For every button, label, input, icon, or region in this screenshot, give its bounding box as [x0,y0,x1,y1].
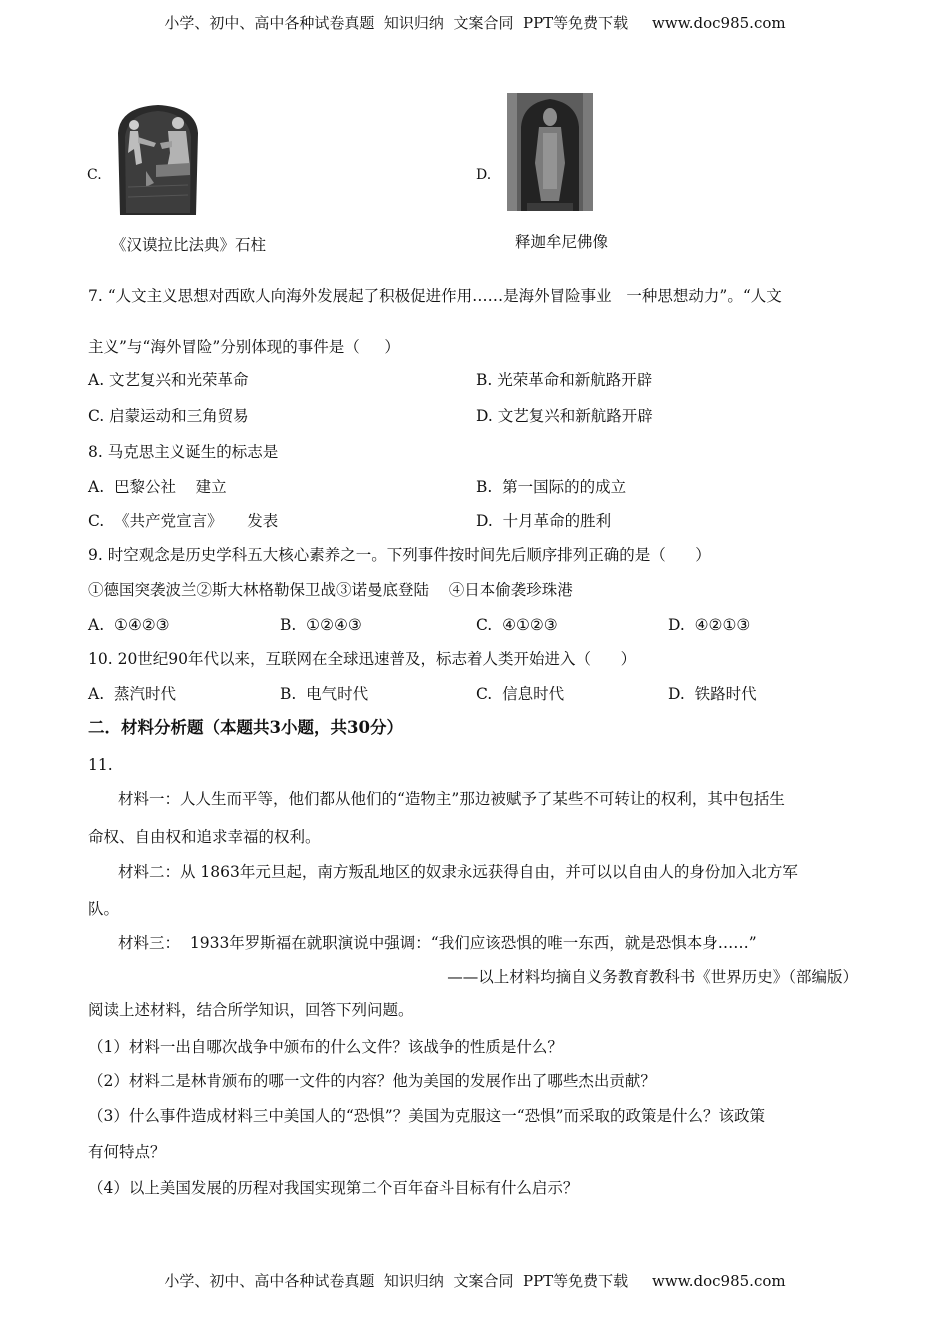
q7-stem-line1: 7. “人文主义思想对西欧人向海外发展起了积极促进作用……是海外冒险事业 一种思想动力”。“人文 [88,287,782,305]
q11-source: ——以上材料均摘自义务教育教科书《世界历史》（部编版） [447,968,858,986]
q8-stem: 8. 马克思主义诞生的标志是 [88,443,279,461]
q11-material2-line2: 队。 [88,900,120,918]
q10-stem: 10. 20世纪90年代以来，互联网在全球迅速普及，标志着人类开始进入（ ） [88,650,637,668]
q11-part3-line1: （3）什么事件造成材料三中美国人的“恐惧”？美国为克服这一“恐惧”而采取的政策是什么？该政策 [88,1107,766,1125]
q8-option-c: C. 《共产党宣言》 发表 [88,512,279,530]
buddha-statue-image [507,93,593,211]
q7-stem-line2: 主义”与“海外冒险”分别体现的事件是（ ） [88,338,400,356]
q11-part2: （2）材料二是林肯颁布的哪一文件的内容？他为美国的发展作出了哪些杰出贡献？ [88,1072,656,1090]
q8-option-d: D. 十月革命的胜利 [476,512,612,530]
option-d-label: D. [476,167,492,183]
q10-option-b: B. 电气时代 [280,685,369,703]
q11-material2-line1: 材料二：从 1863年元旦起，南方叛乱地区的奴隶永远获得自由，并可以以自由人的身份加入北方军 [118,863,798,881]
page-footer: 小学、初中、高中各种试卷真题 知识归纳 文案合同 PPT等免费下载 www.doc985.com [164,1272,786,1290]
q7-option-d: D. 文艺复兴和新航路开辟 [476,407,653,425]
q7-option-c: C. 启蒙运动和三角贸易 [88,407,249,425]
q7-option-b: B. 光荣革命和新航路开辟 [476,371,653,389]
q11-material3: 材料三： 1933年罗斯福在就职演说中强调：“我们应该恐惧的唯一东西，就是恐惧本身……” [118,934,757,952]
q11-part4: （4）以上美国发展的历程对我国实现第二个百年奋斗目标有什么启示？ [88,1179,579,1197]
q11-material1-line1: 材料一：人人生而平等，他们都从他们的“造物主”那边被赋予了某些不可转让的权利，其中包括生 [118,790,785,808]
q11-part1: （1）材料一出自哪次战争中颁布的什么文件？该战争的性质是什么？ [88,1038,563,1056]
q10-option-c: C. 信息时代 [476,685,565,703]
q9-items: ①德国突袭波兰②斯大林格勒保卫战③诺曼底登陆 ④日本偷袭珍珠港 [88,581,573,599]
section-heading: 二．材料分析题（本题共3小题，共30分） [88,718,403,737]
option-d-caption: 释迦牟尼佛像 [515,233,609,251]
q11-part3-line2: 有何特点？ [88,1143,166,1161]
q7-option-a: A. 文艺复兴和光荣革命 [88,371,249,389]
q10-option-a: A. 蒸汽时代 [88,685,176,703]
q9-option-d: D. ④②①③ [668,616,751,634]
q9-option-c: C. ④①②③ [476,616,558,634]
q11-number: 11. [88,756,113,774]
option-c-caption: 《汉谟拉比法典》石柱 [111,236,267,254]
page-header: 小学、初中、高中各种试卷真题 知识归纳 文案合同 PPT等免费下载 www.doc985.com [164,14,786,32]
q8-option-a: A. 巴黎公社 建立 [88,478,227,496]
q9-option-a: A. ①④②③ [88,616,170,634]
q8-option-b: B. 第一国际的的成立 [476,478,627,496]
option-c-label: C. [87,167,102,183]
q9-stem: 9. 时空观念是历史学科五大核心素养之一。下列事件按时间先后顺序排列正确的是（ ） [88,546,711,564]
q11-intro: 阅读上述材料，结合所学知识，回答下列问题。 [88,1001,414,1019]
hammurabi-stele-image [116,103,200,215]
q10-option-d: D. 铁路时代 [668,685,757,703]
q9-option-b: B. ①②④③ [280,616,362,634]
q11-material1-line2: 命权、自由权和追求幸福的权利。 [88,828,321,846]
